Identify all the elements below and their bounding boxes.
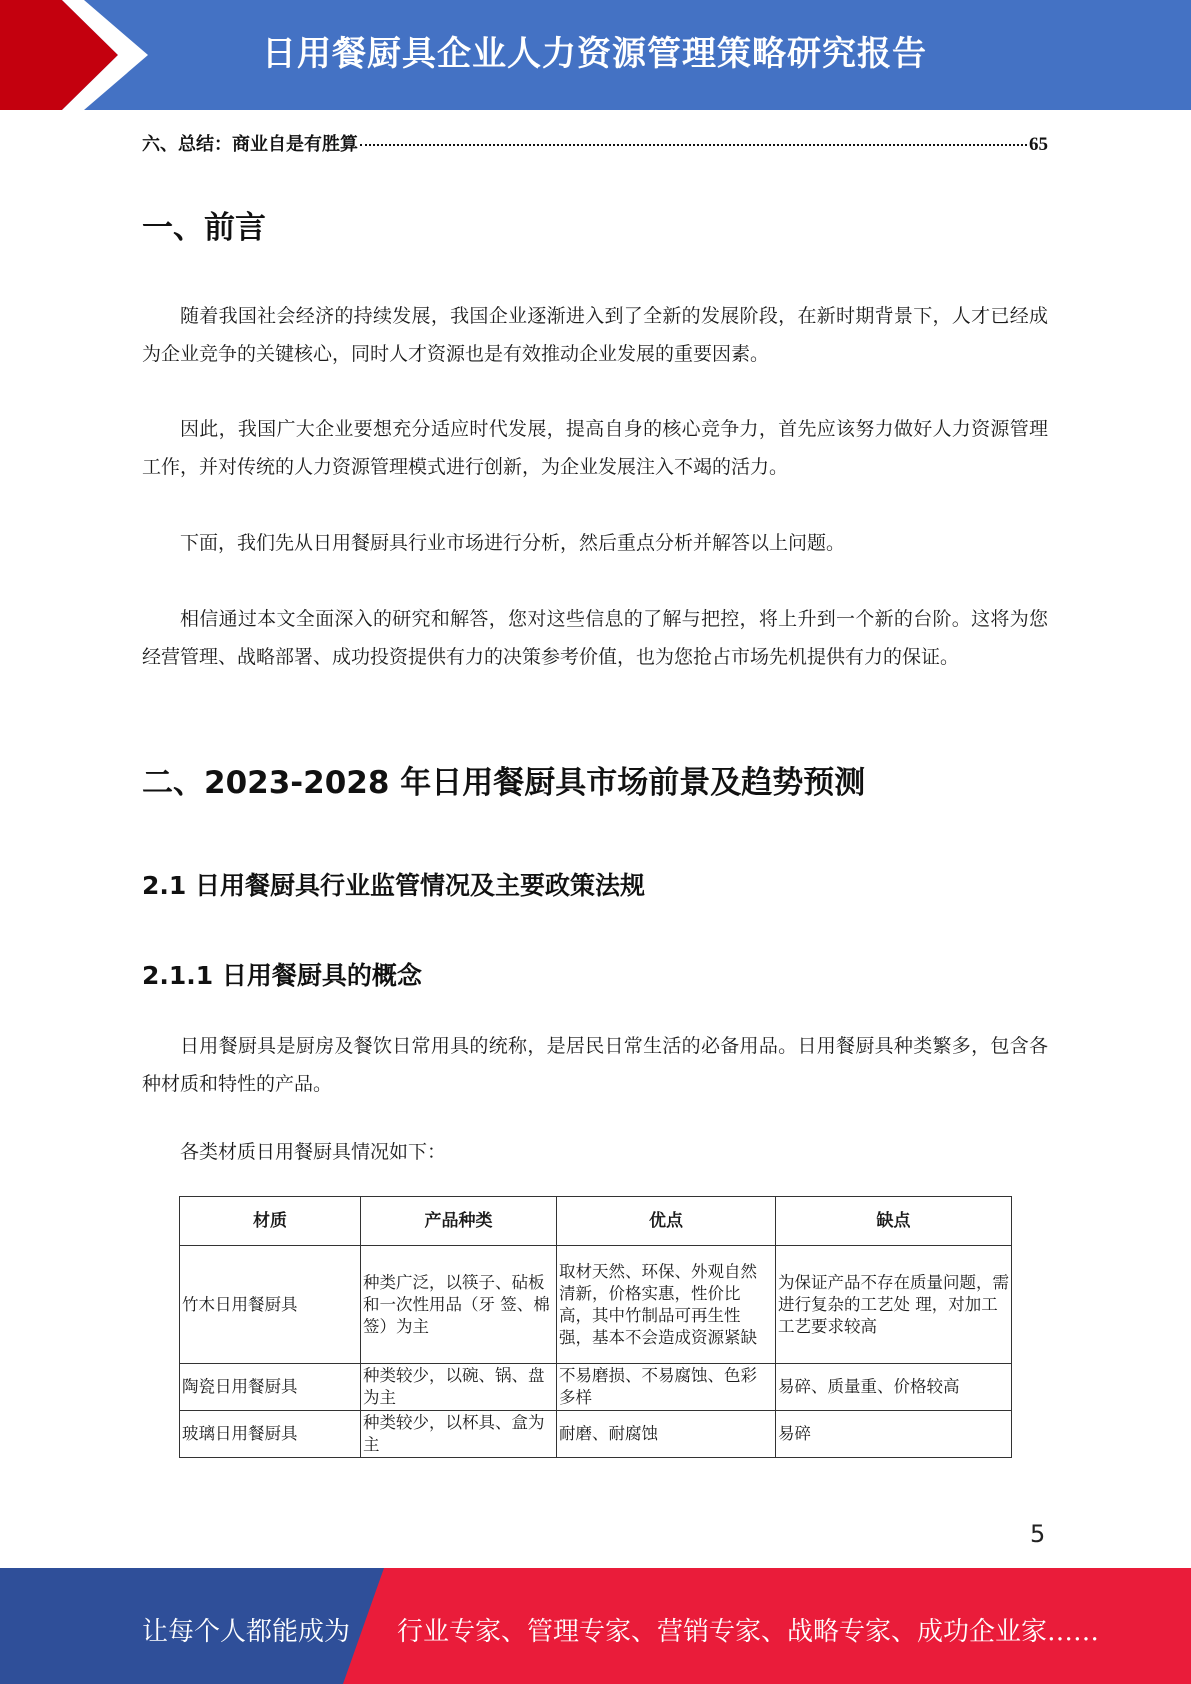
page-header xyxy=(0,0,1191,110)
preface-paragraph-3: 下面，我们先从日用餐厨具行业市场进行分析，然后重点分析并解答以上问题。 xyxy=(180,532,846,554)
table-row xyxy=(180,1246,1012,1364)
table-cell-advantages: 不易磨损、不易腐蚀、色彩多样 xyxy=(557,1364,776,1411)
preface-paragraph-2: 因此，我国广大企业要想充分适应时代发展，提高自身的核心竞争力，首先应该努力做好人力资源管理工作，并对传统的人力资源管理模式进行创新，为企业发展注入不竭的活力。 xyxy=(142,418,1048,478)
table-cell-disadvantages: 易碎 xyxy=(776,1411,1012,1458)
table-cell-products: 种类广泛，以筷子、砧板和一次性用品（牙 签、棉签）为主 xyxy=(361,1246,557,1364)
toc-entry-page: 65 xyxy=(1029,134,1048,155)
page-number: 5 xyxy=(1030,1520,1046,1548)
table-row xyxy=(180,1411,1012,1458)
table-cell-advantages: 耐磨、耐腐蚀 xyxy=(557,1411,776,1458)
table-header-row xyxy=(180,1197,1012,1246)
material-comparison-table xyxy=(179,1196,1012,1458)
preface-paragraph-1: 随着我国社会经济的持续发展，我国企业逐渐进入到了全新的发展阶段，在新时期背景下，人才已经成为企业竞争的关键核心，同时人才资源也是有效推动企业发展的重要因素。 xyxy=(142,305,1048,365)
table-header-cell: 缺点 xyxy=(776,1197,1012,1246)
red-chevron-decoration xyxy=(0,0,160,110)
table-row xyxy=(180,1364,1012,1411)
report-title: 日用餐厨具企业人力资源管理策略研究报告 xyxy=(262,34,927,74)
page-footer xyxy=(0,1568,1191,1684)
table-cell-disadvantages: 为保证产品不存在质量问题，需进行复杂的工艺处 理，对加工工艺要求较高 xyxy=(776,1246,1012,1364)
section-heading-market: 二、2023-2028 年日用餐厨具市场前景及趋势预测 xyxy=(142,765,866,801)
table-cell-advantages: 取材天然、环保、外观自然清新，价格实惠，性价比高，其中竹制品可再生性强，基本不会造成资源紧缺 xyxy=(557,1246,776,1364)
table-header-cell: 优点 xyxy=(557,1197,776,1246)
section-heading-preface: 一、前言 xyxy=(142,210,266,246)
table-header-cell: 产品种类 xyxy=(361,1197,557,1246)
table-header-cell: 材质 xyxy=(180,1197,361,1246)
table-cell-products: 种类较少，以碗、锅、盘为主 xyxy=(361,1364,557,1411)
table-cell-material: 陶瓷日用餐厨具 xyxy=(180,1364,361,1411)
preface-paragraph-4: 相信通过本文全面深入的研究和解答，您对这些信息的了解与把控，将上升到一个新的台阶。这将为您经营管理、战略部署、成功投资提供有力的决策参考价值，也为您抢占市场先机提供有力的保证。 xyxy=(142,608,1048,668)
table-cell-disadvantages: 易碎、质量重、价格较高 xyxy=(776,1364,1012,1411)
concept-paragraph: 日用餐厨具是厨房及餐饮日常用具的统称，是居民日常生活的必备用品。日用餐厨具种类繁多，包含各种材质和特性的产品。 xyxy=(142,1035,1048,1095)
toc-entry-label: 六、总结：商业自是有胜算 xyxy=(142,134,358,155)
subsection-heading-2-1-1: 2.1.1 日用餐厨具的概念 xyxy=(142,961,422,990)
toc-entry[interactable] xyxy=(142,130,1048,156)
subsection-heading-2-1: 2.1 日用餐厨具行业监管情况及主要政策法规 xyxy=(142,871,645,900)
table-cell-products: 种类较少，以杯具、盒为主 xyxy=(361,1411,557,1458)
table-cell-material: 竹木日用餐厨具 xyxy=(180,1246,361,1364)
table-cell-material: 玻璃日用餐厨具 xyxy=(180,1411,361,1458)
table-intro-text: 各类材质日用餐厨具情况如下： xyxy=(180,1141,447,1163)
footer-slogan-left: 让每个人都能成为 xyxy=(142,1617,351,1647)
toc-leader-dots xyxy=(360,144,1027,146)
material-table-container xyxy=(179,1196,1012,1459)
footer-slogan-right: 行业专家、管理专家、营销专家、战略专家、成功企业家…… xyxy=(397,1617,1100,1647)
